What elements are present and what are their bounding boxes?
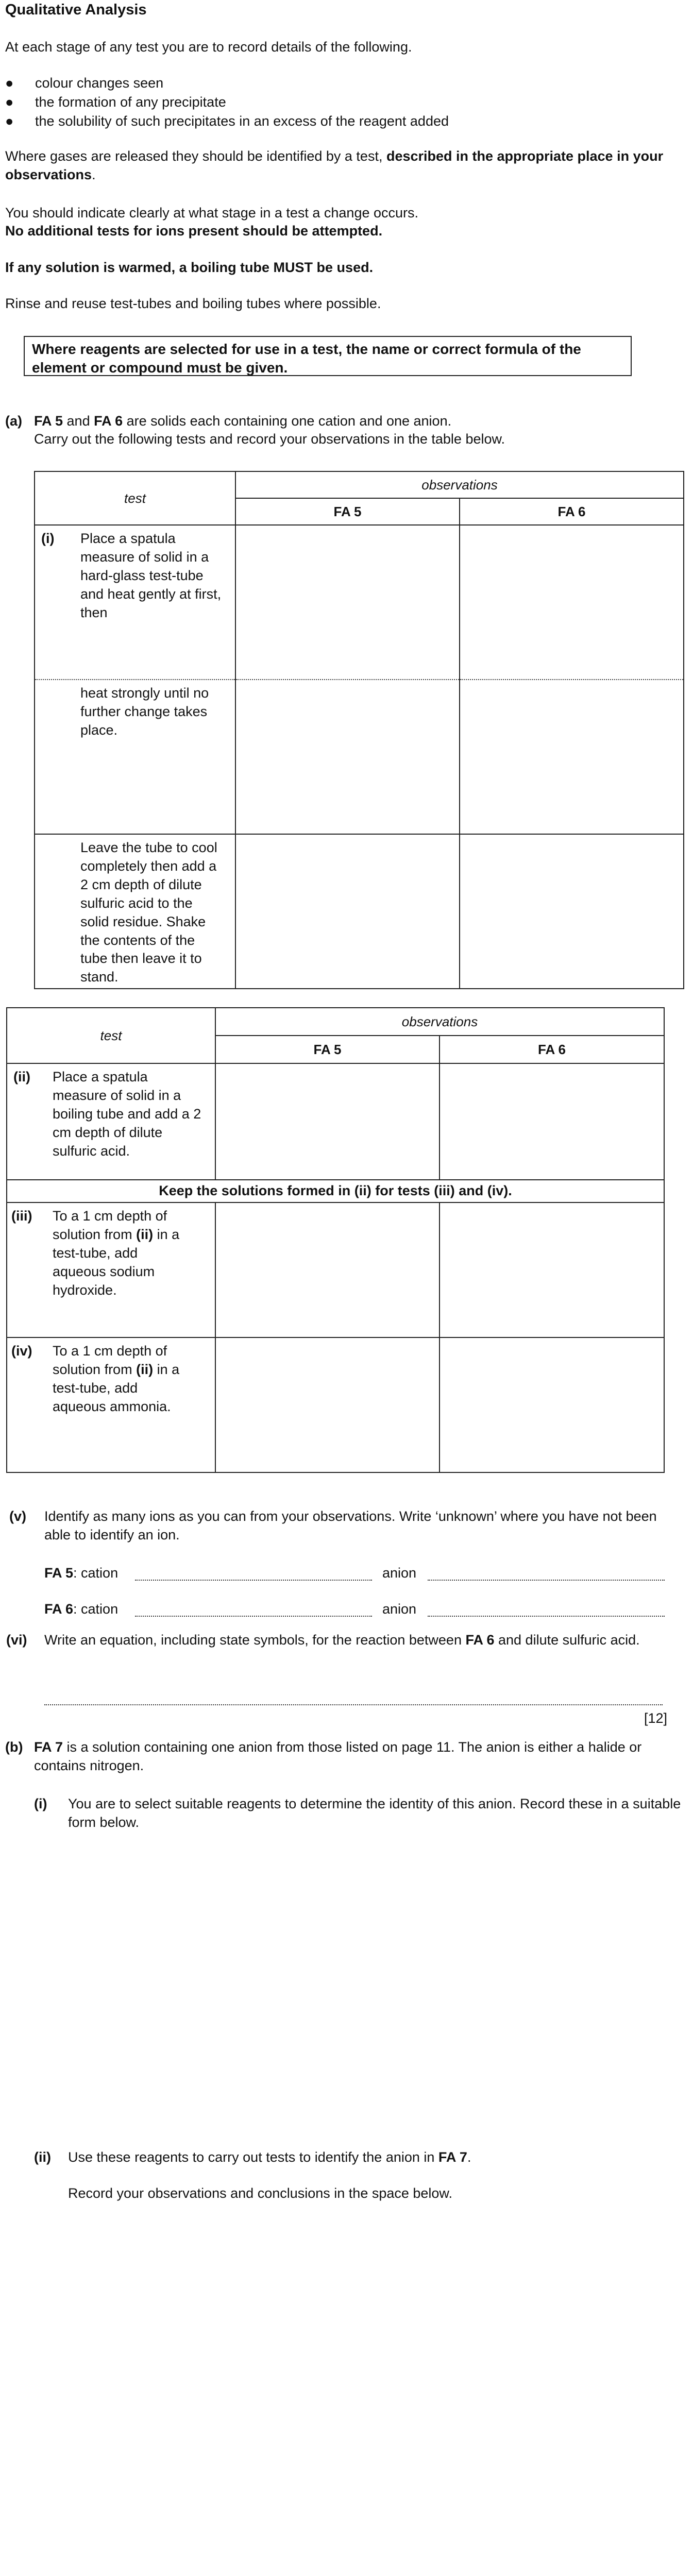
fa6-cation-answer-line[interactable] [135, 1616, 372, 1617]
question-vi-text: Write an equation, including state symbols, for the reaction between FA 6 and dilute sulfuric acid. [44, 1632, 640, 1648]
observation-fa5-ii[interactable] [215, 1063, 440, 1180]
no-additional-tests: No additional tests for ions present should be attempted. [5, 223, 383, 239]
observation-table-2 [6, 1007, 665, 1473]
observation-table-1 [34, 471, 684, 989]
test-cell-ii [7, 1063, 215, 1180]
test-instruction: heat strongly until no further change takes place. [80, 685, 209, 738]
test-instruction: To a 1 cm depth of solution from (ii) in a test-tube, add aqueous sodium hydroxide. [53, 1208, 180, 1298]
keep-solutions-note: Keep the solutions formed in (ii) for tests (iii) and (iv). [7, 1180, 664, 1202]
header-observations: observations [235, 471, 684, 498]
part-a-instruction: Carry out the following tests and record your observations in the table below. [34, 431, 505, 447]
bullet-icon: ● [5, 94, 14, 110]
rinse-instruction: Rinse and reuse test-tubes and boiling tubes where possible. [5, 296, 381, 311]
fa5-ions-label: FA 5: cation [44, 1565, 119, 1581]
observation-fa6-iii[interactable] [440, 1202, 664, 1337]
observation-fa5-iii[interactable] [215, 1202, 440, 1337]
observation-fa6-i-3[interactable] [460, 834, 684, 989]
observation-fa6-i-1[interactable] [460, 525, 684, 680]
question-b-i-number: (i) [34, 1796, 47, 1811]
row-number: (iv) [11, 1343, 32, 1359]
bullet-icon: ● [5, 75, 14, 91]
observations-answer-space[interactable] [34, 2221, 683, 2576]
test-instruction: To a 1 cm depth of solution from (ii) in a test-tube, add aqueous ammonia. [53, 1343, 180, 1414]
header-fa6: FA 6 [440, 1036, 664, 1063]
fa5-cation-answer-line[interactable] [135, 1580, 372, 1581]
test-cell-i-part2 [35, 680, 235, 834]
question-b-i-text: You are to select suitable reagents to determine the identity of this anion. Record these in a suitable form below. [68, 1796, 681, 1830]
header-fa6: FA 6 [460, 498, 684, 525]
reagent-note-box: Where reagents are selected for use in a test, the name or correct formula of the element or compound must be given. [24, 336, 632, 376]
header-observations: observations [215, 1008, 664, 1036]
fa6-ions-label: FA 6: cation [44, 1601, 119, 1617]
part-a-marks: [12] [644, 1710, 667, 1726]
fa6-anion-answer-line[interactable] [428, 1616, 665, 1617]
part-b-label: (b) [5, 1739, 23, 1755]
question-v-number: (v) [9, 1509, 26, 1524]
observation-fa5-i-3[interactable] [235, 834, 460, 989]
page-title: Qualitative Analysis [5, 2, 147, 18]
question-v-text: Identify as many ions as you can from your observations. Write ‘unknown’ where you have not been able to identify an ion. [44, 1509, 657, 1543]
test-instruction: Place a spatula measure of solid in a hard-glass test-tube and heat gently at first, then [80, 531, 222, 620]
row-number: (ii) [13, 1069, 30, 1084]
header-fa5: FA 5 [215, 1036, 440, 1063]
question-b-ii-number: (ii) [34, 2149, 51, 2165]
fa6-anion-label: anion [382, 1601, 417, 1617]
part-a-label: (a) [5, 413, 22, 429]
question-vi-number: (vi) [6, 1632, 27, 1648]
boiling-tube-warning: If any solution is warmed, a boiling tube MUST be used. [5, 260, 374, 275]
observation-fa5-i-2[interactable] [235, 680, 460, 834]
test-cell-iv [7, 1337, 215, 1472]
gases-instruction: Where gases are released they should be identified by a test, described in the appropriate place in your observations. [5, 148, 664, 182]
reagents-answer-space[interactable] [34, 1839, 683, 2128]
equation-answer-line[interactable] [44, 1704, 663, 1705]
question-b-ii-instruction: Record your observations and conclusions in the space below. [68, 2185, 452, 2201]
test-cell-iii [7, 1202, 215, 1337]
intro-text: At each stage of any test you are to record details of the following. [5, 39, 412, 55]
fa5-anion-answer-line[interactable] [428, 1580, 665, 1581]
question-page: Qualitative Analysis At each stage of any test you are to record details of the following. ● colour changes seen ● the formation of any precipitate ● the solubility of such precipitates in an excess of the reagent added Where gases are released they should be identified by a test, described in the appropriate place in your observations. You should indicate clearly at what stage in a test a change occurs. No additional tests for ions present should be attempted. If any solution is warmed, a boiling tube MUST be used. Rinse and reuse test-tubes and boiling tubes where possible. Where reagents are selected for use in a test, the name or correct formula of the element or compound must be given. (a) FA 5 and FA 6 are solids each containing one cation and one anion. Carry out the following tests and record your observations in the table below. test observations FA 5 FA 6 (i) Place a spatula measure of solid in a hard-glass test-tube and heat gently at first, then heat strongly until no further change takes place. Leave the tube to cool completely then add a 2 cm depth of dilute sulfuric acid to the solid residue. Shake the contents of the tube then leave it to stand. test observations FA 5 FA 6 (ii) Place a spatula measure of solid in a boiling tube and add a 2 cm depth of dilute sulfuric acid. Keep the solutions formed in (ii) for tests (iii) and (iv). (iii) To a 1 cm depth of solution from (ii) in a test-tube, add aqueous sodium hydroxide. (iv) To a 1 cm depth of solution from (ii) in a test-tube, add aqueous ammonia. (v) Identify as many ions as you can from your observations. Write ‘unknown’ where you have not been able to identify an ion. FA 5: cation anion FA 6: cation anion (vi) Write an equation, including state symbols, for the reaction between FA 6 and dilute sulfuric acid. [12] (b) FA 7 is a solution containing one anion from those listed on page 11. The anion is either a halide or contains nitrogen. (i) You are to select suitable reagents to determine the identity of this anion. Record these in a suitable form below. (ii) Use these reagents to carry out tests to identify the anion in FA 7. Record your observations and conclusions in the space below. [0, 0, 693, 2576]
observation-fa6-iv[interactable] [440, 1337, 664, 1472]
observation-fa6-i-2[interactable] [460, 680, 684, 834]
part-a-intro: FA 5 and FA 6 are solids each containing one cation and one anion. [34, 413, 452, 429]
indicate-instruction: You should indicate clearly at what stage in a test a change occurs. [5, 205, 418, 221]
row-number: (iii) [11, 1208, 32, 1224]
header-fa5: FA 5 [235, 498, 460, 525]
question-b-ii-text: Use these reagents to carry out tests to identify the anion in FA 7. [68, 2149, 471, 2165]
test-cell-i-part1 [35, 525, 235, 680]
test-instruction: Leave the tube to cool completely then add a 2 cm depth of dilute sulfuric acid to the solid residue. Shake the contents of the tube then leave it to stand. [80, 840, 217, 985]
row-number: (i) [41, 531, 55, 546]
observation-fa5-i-1[interactable] [235, 525, 460, 680]
observation-fa6-ii[interactable] [440, 1063, 664, 1180]
part-b-intro: FA 7 is a solution containing one anion from those listed on page 11. The anion is either a halide or contains nitrogen. [34, 1739, 642, 1773]
test-instruction: Place a spatula measure of solid in a boiling tube and add a 2 cm depth of dilute sulfuric acid. [53, 1069, 201, 1159]
header-test: test [7, 1008, 215, 1063]
header-test: test [35, 471, 235, 525]
fa5-anion-label: anion [382, 1565, 417, 1581]
observation-fa5-iv[interactable] [215, 1337, 440, 1472]
test-cell-i-part3 [35, 834, 235, 989]
bullet-icon: ● [5, 113, 14, 129]
